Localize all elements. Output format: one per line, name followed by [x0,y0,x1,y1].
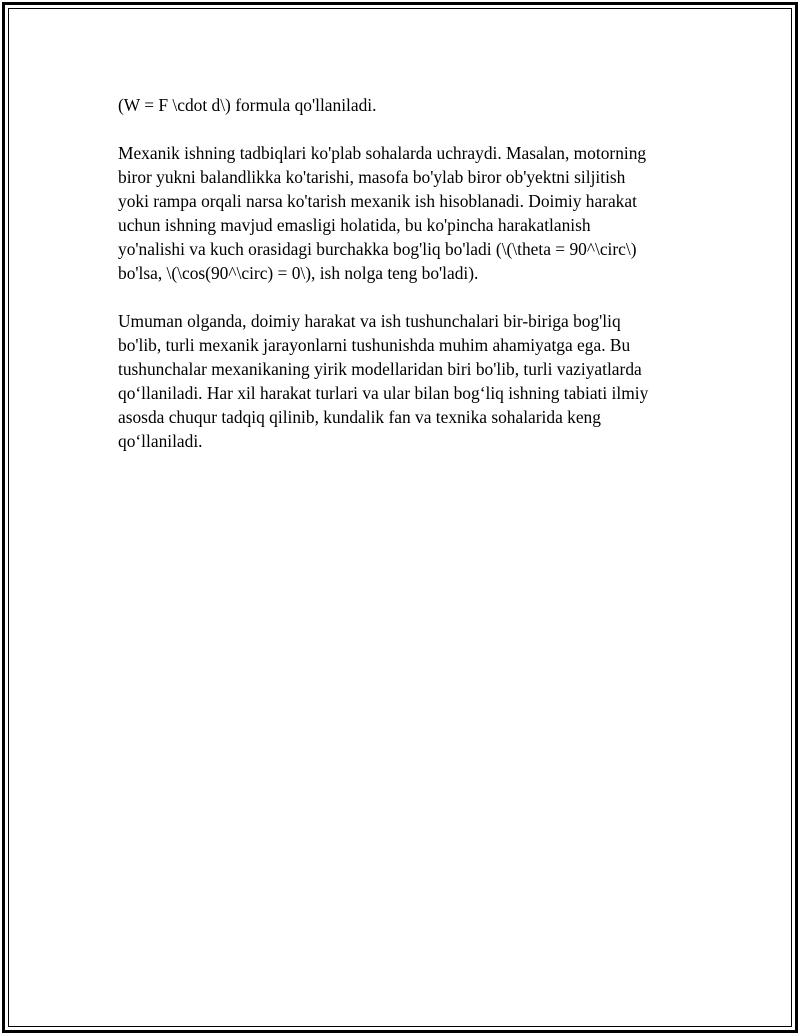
text-line: bo'lib, turli mexanik jarayonlarni tushunishda muhim ahamiyatga ega. Bu [118,335,631,355]
text-line: yo'nalishi va kuch orasidagi burchakka bog'liq bo'ladi (\(\theta = 90^\circ\) [118,239,637,259]
text-line: yoki rampa orqali narsa ko'tarish mexanik ish hisoblanadi. Doimiy harakat [118,191,637,211]
paragraph-formula-tail [118,93,693,117]
text-line: qo‘llaniladi. Har xil harakat turlari va ular bilan bog‘liq ishning tabiati ilmiy [118,383,649,403]
paragraph-conclusion [118,309,693,453]
text-line: asosda chuqur tadqiq qilinib, kundalik fan va texnika sohalarida keng [118,407,601,427]
text-line: bo'lsa, \(\cos(90^\circ) = 0\), ish nolga teng bo'ladi). [118,263,479,283]
text-line: qo‘llaniladi. [118,431,203,451]
text-line: Mexanik ishning tadbiqlari ko'plab sohalarda uchraydi. Masalan, motorning [118,143,647,163]
paragraph-gap [118,117,693,141]
paragraph-applications [118,141,693,285]
text-line: (W = F \cdot d\) formula qo'llaniladi. [118,95,377,115]
text-line: Umuman olganda, doimiy harakat va ish tushunchalari bir-biriga bog'liq [118,311,621,331]
text-line: uchun ishning mavjud emasligi holatida, bu ko'pincha harakatlanish [118,215,591,235]
paragraph-gap [118,285,693,309]
text-line: biror yukni balandlikka ko'tarishi, masofa bo'ylab biror ob'yektni siljitish [118,167,626,187]
text-line: tushunchalar mexanikaning yirik modellaridan biri bo'lib, turli vaziyatlarda [118,359,642,379]
document-body [118,93,693,453]
